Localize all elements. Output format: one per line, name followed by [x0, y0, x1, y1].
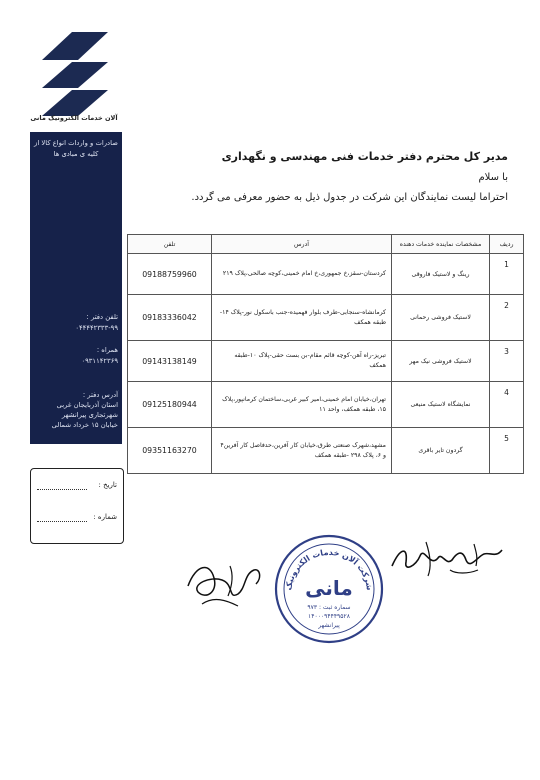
company-logo — [38, 30, 112, 118]
table-row — [128, 341, 524, 382]
office-phone-value: ۰۴۴۴۴۲۳۳۳-۹۹ — [75, 323, 118, 332]
header-name: مشخصات نماینده خدمات دهنده — [392, 235, 490, 254]
date-number-box — [30, 468, 124, 544]
number-row — [37, 513, 117, 525]
company-stamp — [273, 533, 385, 645]
number-label: شماره : — [93, 513, 117, 521]
company-intro: صادرات و واردات انواع کالا از کلیه ی مبادی ها — [34, 139, 118, 158]
row-phone: 09188759960 — [128, 254, 212, 295]
table-row — [128, 428, 524, 474]
signature-right — [386, 536, 506, 582]
office-address — [34, 390, 118, 430]
table-row — [128, 295, 524, 341]
office-phone-label: تلفن دفتر : — [86, 313, 118, 321]
row-phone: 09351163270 — [128, 428, 212, 474]
stamp-ring-text: شرکت آلان خدمات الکترونیک — [283, 547, 375, 591]
address-line: شهرتجاری پیرانشهر — [61, 411, 118, 419]
date-row — [37, 481, 117, 493]
representatives-table — [127, 234, 524, 474]
row-address: کرمانشاه-سنجابی-طرف بلوار فهمیده-جنب باسکول نور-پلاک ۱۴-طبقه همکف — [212, 295, 392, 341]
logo-bar-bottom — [42, 90, 108, 116]
header-index: ردیف — [490, 235, 524, 254]
row-address: کردستان-سقز،خ جمهوری،خ امام خمینی،کوچه صالحی،پلاک ۲۱۹ — [212, 254, 392, 295]
row-index: 4 — [490, 382, 524, 428]
table-row — [128, 382, 524, 428]
mobile-phone — [34, 345, 118, 366]
row-name: لاستیک فروشی نیک مهر — [392, 341, 490, 382]
stamp-city-line: پیرانشهر — [318, 622, 340, 629]
row-address: تهران،خیابان امام خمینی،امیر کبیر غربی،ساختمان کرمانپور،پلاک ۱۵، طبقه همکف، واحد ۱۱ — [212, 382, 392, 428]
letter-body: احتراما لیست نمایندگان این شرکت در جدول ذیل به حضور معرفی می گردد. — [191, 192, 508, 203]
row-phone: 09125180944 — [128, 382, 212, 428]
row-index: 1 — [490, 254, 524, 295]
header-phone: تلفن — [128, 235, 212, 254]
row-index: 2 — [490, 295, 524, 341]
date-label: تاریخ : — [98, 481, 117, 489]
mobile-label: همراه : — [96, 346, 118, 354]
row-phone: 09143138149 — [128, 341, 212, 382]
logo-bar-middle — [42, 62, 108, 88]
letter-title: مدیر کل محترم دفتر خدمات فنی مهندسی و نگهداری — [221, 150, 508, 163]
address-line: استان آذربایجان غربی — [56, 401, 118, 409]
row-name: نمایشگاه لاستیک منیعی — [392, 382, 490, 428]
letter-greeting: با سلام — [478, 172, 508, 183]
row-name: گردون تایر باقری — [392, 428, 490, 474]
stamp-reg-line: سماره ثبت : ۹۷۳ — [307, 604, 351, 611]
logo-caption: آلان خدمات الکترونیک مانی — [30, 114, 118, 122]
date-field[interactable] — [37, 489, 87, 490]
row-name: رینگ و لاستیک فاروقی — [392, 254, 490, 295]
mobile-value: ۰۹۳۱۱۴۲۳۶۹ — [81, 356, 118, 365]
row-address: مشهد،شهرک صنعتی طرق،خیابان کار آفرین،حدفاصل کار آفرین۴ و ۶، پلاک ۲۹۸ -طبقه همکف — [212, 428, 392, 474]
address-label: آدرس دفتر : — [82, 391, 118, 399]
row-index: 5 — [490, 428, 524, 474]
row-address: تبریز-راه آهن-کوچه قائم مقام-بن بست حقی-پلاک ۱۰-طبقه همکف — [212, 341, 392, 382]
row-phone: 09183336042 — [128, 295, 212, 341]
table-row — [128, 254, 524, 295]
row-index: 3 — [490, 341, 524, 382]
stamp-id-line: ۱۴۰۰۰۹۴۴۴۹۵۲۸ — [308, 613, 350, 620]
company-info-panel — [30, 132, 122, 444]
header-address: آدرس — [212, 235, 392, 254]
stamp-center-text: مانی — [305, 576, 353, 600]
office-phone — [34, 312, 118, 333]
signature-left — [180, 556, 264, 616]
number-field[interactable] — [37, 521, 87, 522]
address-line: خیابان ۱۵ خرداد شمالی — [51, 421, 118, 429]
table-header-row — [128, 235, 524, 254]
logo-bar-top — [42, 32, 108, 60]
row-name: لاستیک فروشی رحمانی — [392, 295, 490, 341]
